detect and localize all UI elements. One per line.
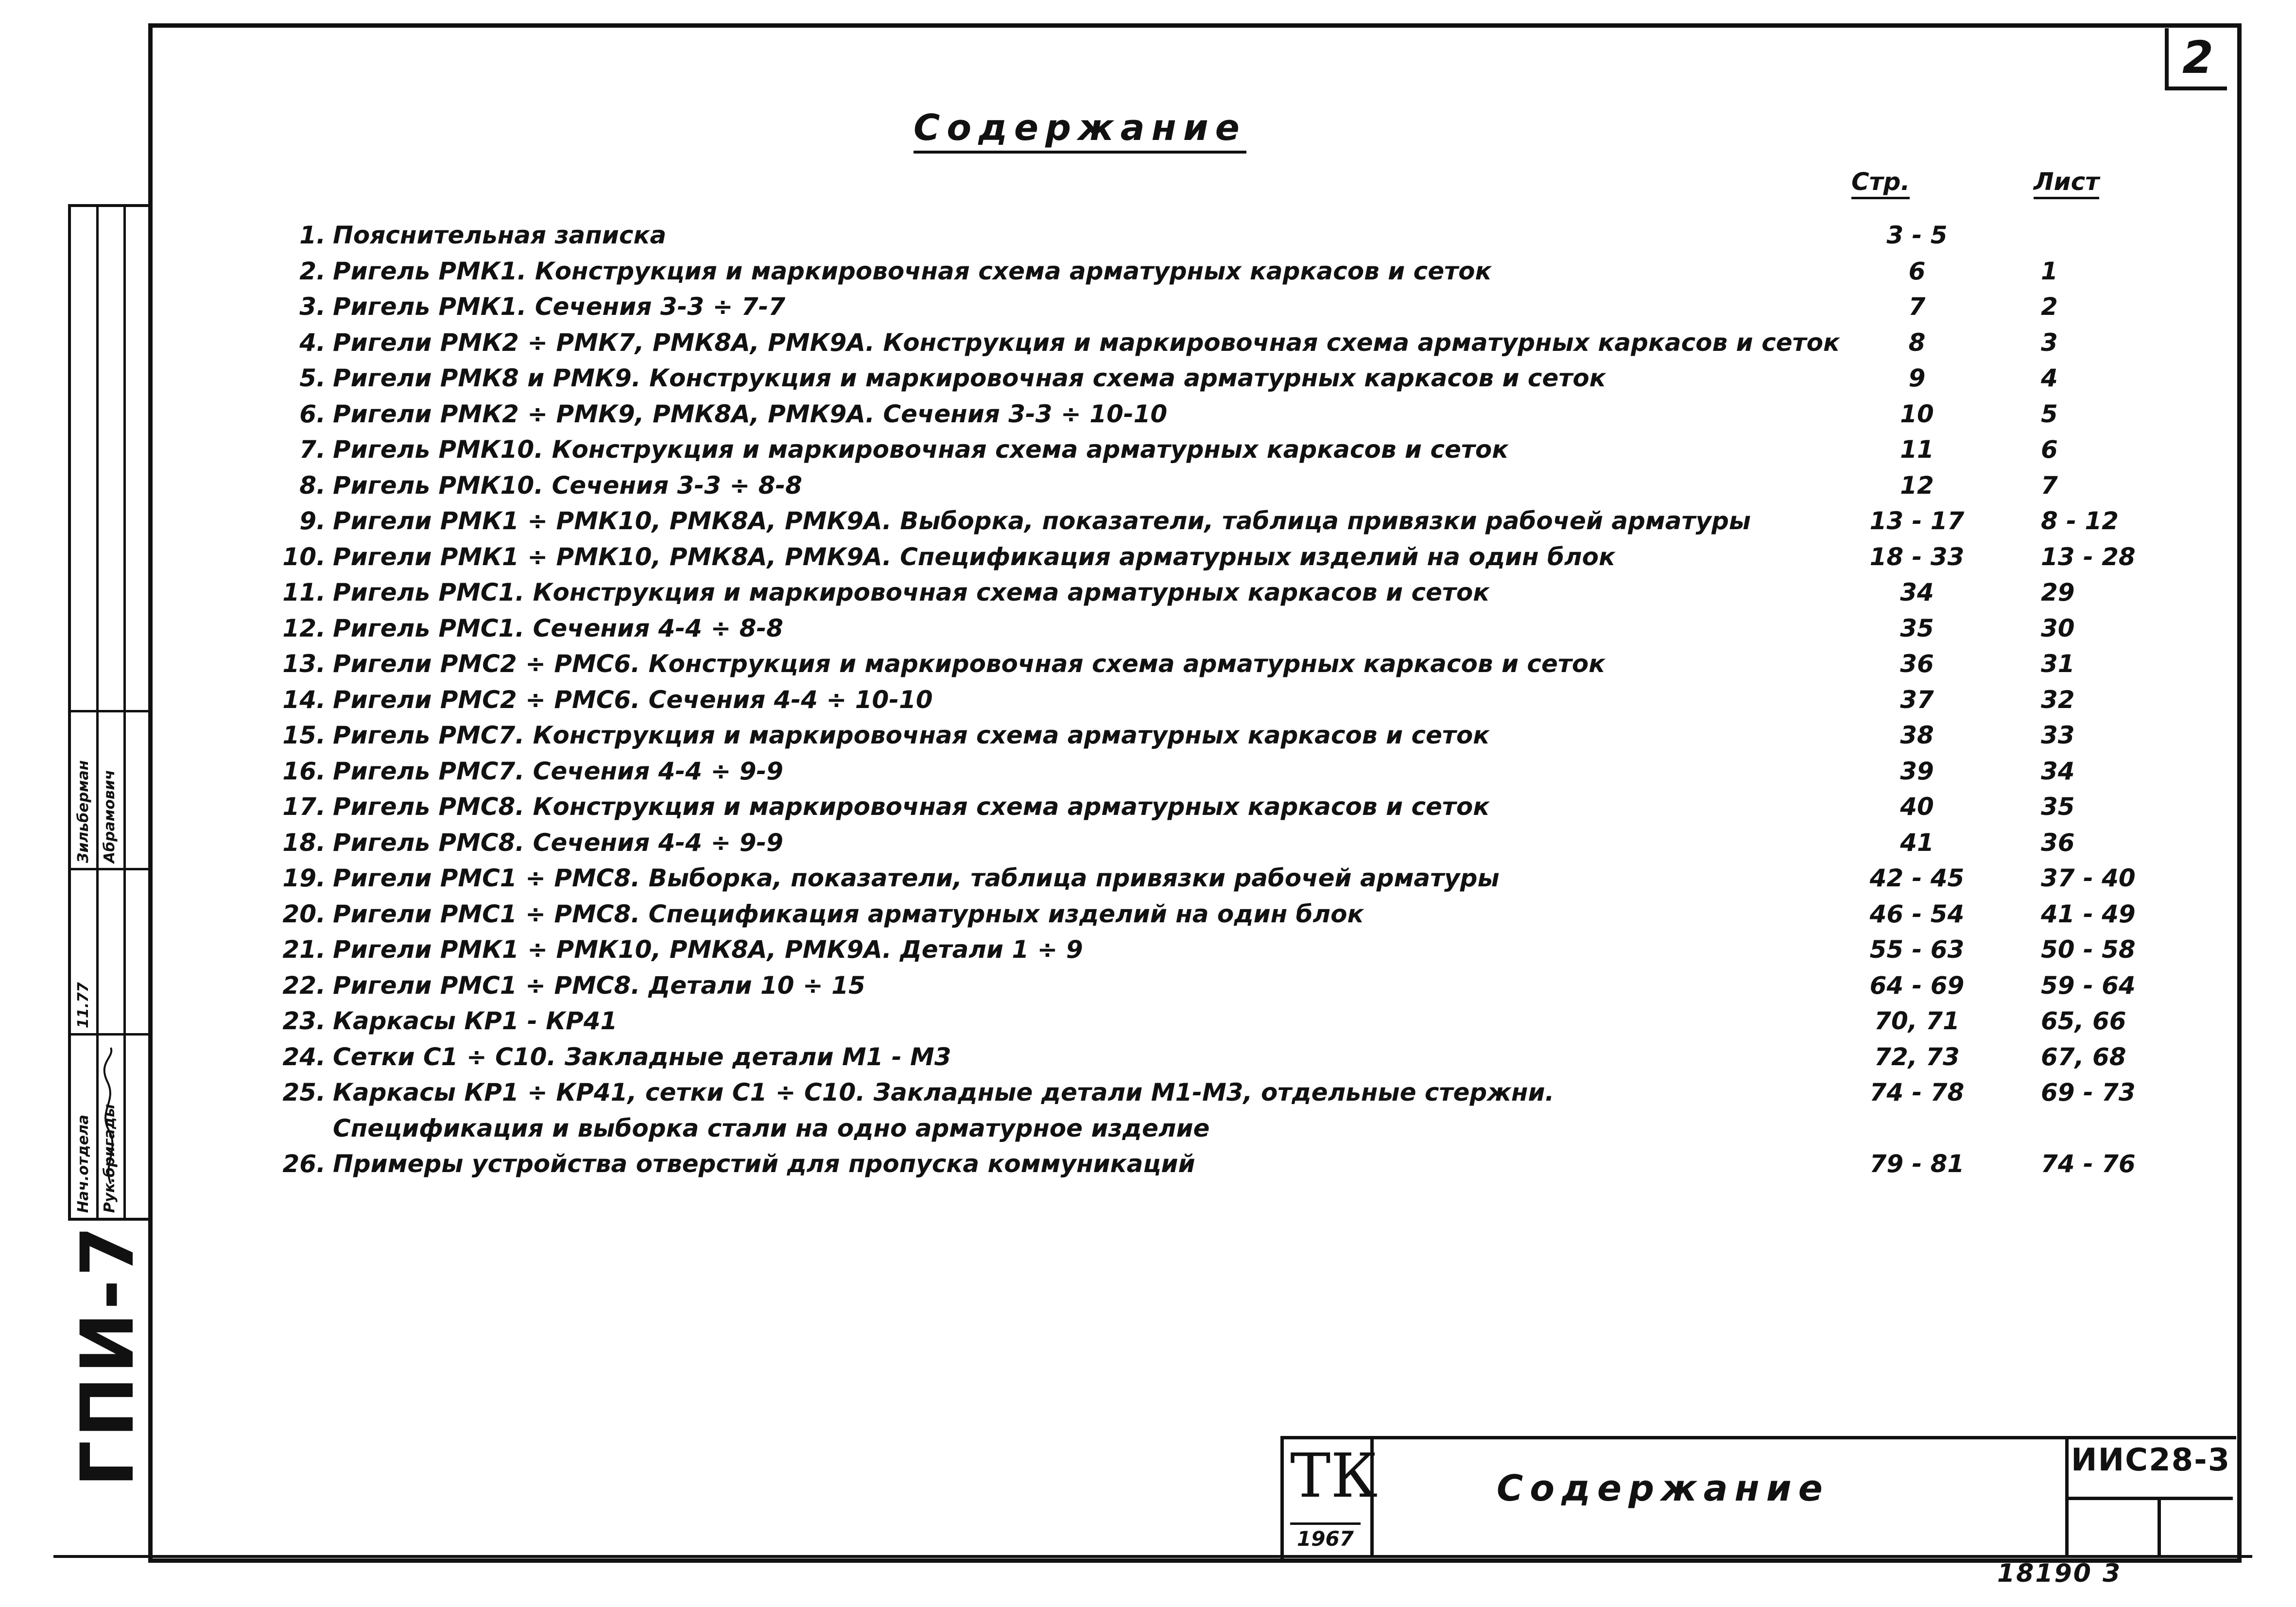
- toc-row: 18. Ригель РМС8. Сечения 4-4 ÷ 9-9 41 36: [282, 828, 2075, 857]
- toc-row: 8. Ригель РМК10. Сечения 3-3 ÷ 8-8 12 7: [299, 471, 2058, 500]
- column-header-pages: Стр.: [1851, 168, 1910, 199]
- publisher-logo: [1280, 1436, 1378, 1555]
- toc-row: 12. Ригель РМС1. Сечения 4-4 ÷ 8-8 35 30: [282, 614, 2075, 642]
- toc-row: 25. Каркасы КР1 ÷ КР41, сетки С1 ÷ С10. Закладные детали М1-М3, отдельные стержни. 74 - 78 69 - 73: [282, 1078, 2136, 1106]
- column-header-sheet: Лист: [2034, 168, 2099, 199]
- toc-row: 2. Ригель РМК1. Конструкция и маркировочная схема арматурных каркасов и сеток 6 1: [299, 257, 2058, 285]
- toc-row: 19. Ригели РМС1 ÷ РМС8. Выборка, показатели, таблица привязки рабочей арматуры 42 - 45 37 - 40: [282, 864, 2136, 892]
- toc-row: 22. Ригели РМС1 ÷ РМС8. Детали 10 ÷ 15 64 - 69 59 - 64: [282, 971, 2136, 1000]
- toc-row: 6. Ригели РМК2 ÷ РМК9, РМК8А, РМК9А. Сечения 3-3 ÷ 10-10 10 5: [299, 399, 2058, 428]
- strip-divider: [71, 868, 151, 870]
- approval-strip: [68, 204, 151, 1221]
- strip-divider: [71, 1033, 151, 1036]
- logo-mark: ТК: [1290, 1441, 1378, 1511]
- logo-year: 1967: [1290, 1522, 1361, 1551]
- document-code: ИИС28-3: [2071, 1442, 2231, 1478]
- toc-row: 20. Ригели РМС1 ÷ РМС8. Спецификация арматурных изделий на один блок 46 - 54 41 - 49: [282, 899, 2136, 928]
- signature-icon: [100, 1043, 122, 1189]
- approval-name-1: Зильберман: [75, 760, 92, 863]
- toc-row: 26. Примеры устройства отверстий для пропуска коммуникаций 79 - 81 74 - 76: [282, 1150, 2136, 1178]
- strip-divider: [71, 710, 151, 712]
- strip-divider: [96, 207, 99, 1218]
- toc-row: 24. Сетки С1 ÷ С10. Закладные детали М1 - М3 72, 73 67, 68: [282, 1042, 2126, 1071]
- toc-row: 9. Ригели РМК1 ÷ РМК10, РМК8А, РМК9А. Выборка, показатели, таблица привязки рабочей арматуры 13 - 17 8 - 12: [299, 507, 2119, 535]
- toc-row: 3. Ригель РМК1. Сечения 3-3 ÷ 7-7 7 2: [299, 293, 2058, 321]
- title-block-divider: [2158, 1497, 2161, 1555]
- toc-row: 4. Ригели РМК2 ÷ РМК7, РМК8А, РМК9А. Конструкция и маркировочная схема арматурных каркасов и сеток 8 3: [299, 328, 2058, 357]
- toc-row: 7. Ригель РМК10. Конструкция и маркировочная схема арматурных каркасов и сеток 11 6: [299, 435, 2058, 464]
- approval-role-1: Нач.отдела: [75, 1114, 92, 1213]
- strip-divider: [123, 207, 126, 1218]
- toc-row-continuation: Спецификация и выборка стали на одно арматурное изделие: [333, 1114, 1210, 1142]
- approval-role-2: Рук.бригады: [101, 1104, 118, 1213]
- sheet-number: 2: [2165, 28, 2227, 90]
- approval-name-2: Абрамович: [101, 770, 118, 863]
- toc-row: 21. Ригели РМК1 ÷ РМК10, РМК8А, РМК9А. Детали 1 ÷ 9 55 - 63 50 - 58: [282, 935, 2136, 964]
- toc-row: 17. Ригель РМС8. Конструкция и маркировочная схема арматурных каркасов и сеток 40 35: [282, 793, 2075, 821]
- toc-row: 13. Ригели РМС2 ÷ РМС6. Конструкция и маркировочная схема арматурных каркасов и сеток 36 31: [282, 650, 2075, 678]
- table-of-contents: [272, 221, 2216, 1186]
- approval-date: 11.77: [75, 982, 92, 1028]
- toc-row: 15. Ригель РМС7. Конструкция и маркировочная схема арматурных каркасов и сеток 38 33: [282, 721, 2075, 749]
- archive-number: 18190 3: [1997, 1559, 2122, 1588]
- toc-row: 5. Ригели РМК8 и РМК9. Конструкция и маркировочная схема арматурных каркасов и сеток 9 4: [299, 364, 2058, 392]
- page-title: Содержание: [914, 107, 1246, 154]
- toc-row: 1. Пояснительная записка 3 - 5: [299, 221, 1948, 249]
- toc-row: 11. Ригель РМС1. Конструкция и маркировочная схема арматурных каркасов и сеток 34 29: [282, 578, 2075, 606]
- toc-row: 10. Ригели РМК1 ÷ РМК10, РМК8А, РМК9А. Спецификация арматурных изделий на один блок 18 - 33 13 - 28: [282, 542, 2136, 571]
- toc-row: 16. Ригель РМС7. Сечения 4-4 ÷ 9-9 39 34: [282, 757, 2075, 785]
- title-block-divider: [2065, 1497, 2233, 1500]
- organization-code: ГПИ-7: [66, 1223, 150, 1487]
- toc-row: 14. Ригели РМС2 ÷ РМС6. Сечения 4-4 ÷ 10-10 37 32: [282, 685, 2075, 714]
- toc-row: 23. Каркасы КР1 - КР41 70, 71 65, 66: [282, 1007, 2126, 1035]
- title-block-name: Содержание: [1497, 1468, 1830, 1509]
